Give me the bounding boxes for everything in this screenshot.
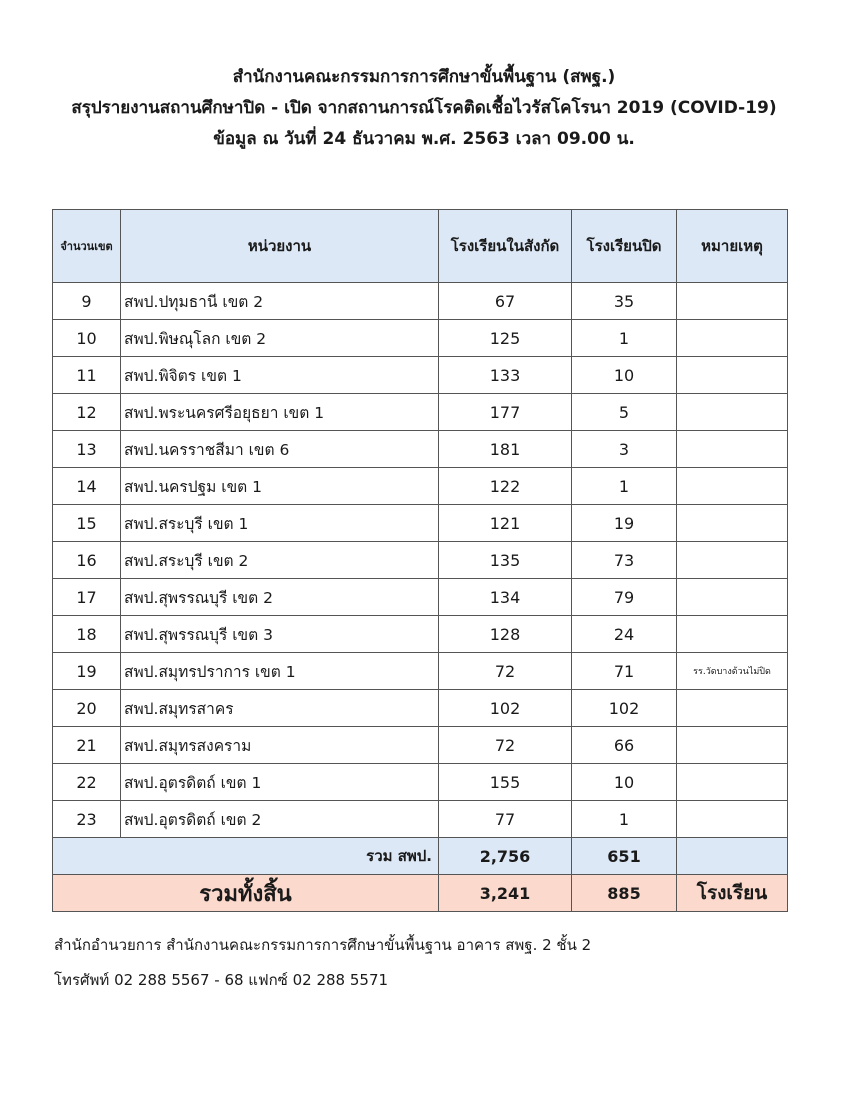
footer-address: สำนักอำนวยการ สำนักงานคณะกรรมการการศึกษาขั้นพื้นฐาน อาคาร สพฐ. 2 ชั้น 2 [54,936,592,954]
cell-unit: สพป.อุตรดิตถ์ เขต 2 [121,801,439,838]
cell-closed: 35 [572,283,677,320]
cell-no: 13 [53,431,121,468]
table-row [53,394,788,431]
cell-unit: สพป.นครราชสีมา เขต 6 [121,431,439,468]
grand-total-closed: 885 [572,875,677,912]
cell-note [677,801,788,838]
cell-no: 16 [53,542,121,579]
cell-closed: 24 [572,616,677,653]
cell-no: 21 [53,727,121,764]
cell-closed: 10 [572,357,677,394]
cell-closed: 66 [572,727,677,764]
column-header-closed: โรงเรียนปิด [572,210,677,283]
table-row [53,579,788,616]
table-row [53,690,788,727]
cell-note [677,394,788,431]
cell-unit: สพป.พระนครศรีอยุธยา เขต 1 [121,394,439,431]
subtotal-closed: 651 [572,838,677,875]
column-header-schools: โรงเรียนในสังกัด [439,210,572,283]
table-row [53,320,788,357]
cell-unit: สพป.อุตรดิตถ์ เขต 1 [121,764,439,801]
cell-no: 11 [53,357,121,394]
cell-no: 23 [53,801,121,838]
cell-unit: สพป.พิษณุโลก เขต 2 [121,320,439,357]
table-row [53,505,788,542]
table-row [53,542,788,579]
cell-unit: สพป.สมุทรสาคร [121,690,439,727]
footer-contact: โทรศัพท์ 02 288 5567 - 68 แฟกซ์ 02 288 5571 [54,971,389,989]
grand-total-note: โรงเรียน [677,875,788,912]
cell-no: 9 [53,283,121,320]
table-row [53,283,788,320]
cell-unit: สพป.สระบุรี เขต 1 [121,505,439,542]
cell-note [677,431,788,468]
table-row [53,801,788,838]
cell-schools: 177 [439,394,572,431]
table-row [53,357,788,394]
column-header-unit: หน่วยงาน [121,210,439,283]
cell-no: 14 [53,468,121,505]
cell-schools: 155 [439,764,572,801]
cell-note [677,320,788,357]
cell-unit: สพป.สมุทรสงคราม [121,727,439,764]
grand-total-schools: 3,241 [439,875,572,912]
header-organization: สำนักงานคณะกรรมการการศึกษาขั้นพื้นฐาน (สพฐ.) [232,67,616,87]
subtotal-label: รวม สพป. [53,838,439,875]
cell-unit: สพป.สุพรรณบุรี เขต 2 [121,579,439,616]
cell-closed: 1 [572,468,677,505]
cell-note [677,468,788,505]
table-body [53,283,788,838]
subtotal-note [677,838,788,875]
table-row [53,468,788,505]
cell-unit: สพป.ปทุมธานี เขต 2 [121,283,439,320]
school-closure-table [52,209,788,912]
header-report-date: ข้อมูล ณ วันที่ 24 ธันวาคม พ.ศ. 2563 เวลา 09.00 น. [213,129,635,149]
cell-schools: 125 [439,320,572,357]
table-row [53,764,788,801]
cell-note [677,542,788,579]
document-header [0,62,848,155]
cell-schools: 102 [439,690,572,727]
cell-note [677,579,788,616]
cell-no: 20 [53,690,121,727]
grand-total-row [53,875,788,912]
cell-closed: 5 [572,394,677,431]
cell-schools: 121 [439,505,572,542]
table-header-row [53,210,788,283]
cell-schools: 134 [439,579,572,616]
cell-note: รร.วัดบางด้วนไม่ปิด [677,653,788,690]
cell-note [677,727,788,764]
document-footer [54,928,591,998]
cell-note [677,764,788,801]
cell-unit: สพป.นครปฐม เขต 1 [121,468,439,505]
subtotal-schools: 2,756 [439,838,572,875]
table-row [53,616,788,653]
cell-note [677,690,788,727]
column-header-no: จำนวนเขต [53,210,121,283]
cell-closed: 10 [572,764,677,801]
cell-schools: 128 [439,616,572,653]
cell-schools: 77 [439,801,572,838]
cell-no: 18 [53,616,121,653]
cell-closed: 102 [572,690,677,727]
cell-closed: 73 [572,542,677,579]
cell-closed: 1 [572,320,677,357]
cell-no: 12 [53,394,121,431]
cell-note [677,283,788,320]
cell-schools: 67 [439,283,572,320]
cell-schools: 135 [439,542,572,579]
cell-schools: 133 [439,357,572,394]
cell-schools: 122 [439,468,572,505]
cell-schools: 72 [439,727,572,764]
table-row [53,431,788,468]
cell-no: 17 [53,579,121,616]
cell-unit: สพป.สุพรรณบุรี เขต 3 [121,616,439,653]
cell-note [677,505,788,542]
cell-closed: 3 [572,431,677,468]
cell-note [677,357,788,394]
cell-no: 10 [53,320,121,357]
header-report-title: สรุปรายงานสถานศึกษาปิด - เปิด จากสถานการณ์โรคติดเชื้อไวรัสโคโรนา 2019 (COVID-19) [71,98,777,118]
column-header-note: หมายเหตุ [677,210,788,283]
cell-unit: สพป.สระบุรี เขต 2 [121,542,439,579]
cell-no: 15 [53,505,121,542]
cell-closed: 79 [572,579,677,616]
cell-closed: 19 [572,505,677,542]
cell-closed: 1 [572,801,677,838]
cell-note [677,616,788,653]
table-row [53,727,788,764]
cell-no: 22 [53,764,121,801]
cell-no: 19 [53,653,121,690]
cell-unit: สพป.สมุทรปราการ เขต 1 [121,653,439,690]
cell-schools: 72 [439,653,572,690]
cell-closed: 71 [572,653,677,690]
subtotal-row [53,838,788,875]
cell-unit: สพป.พิจิตร เขต 1 [121,357,439,394]
cell-schools: 181 [439,431,572,468]
grand-total-label: รวมทั้งสิ้น [53,875,439,912]
table-row [53,653,788,690]
